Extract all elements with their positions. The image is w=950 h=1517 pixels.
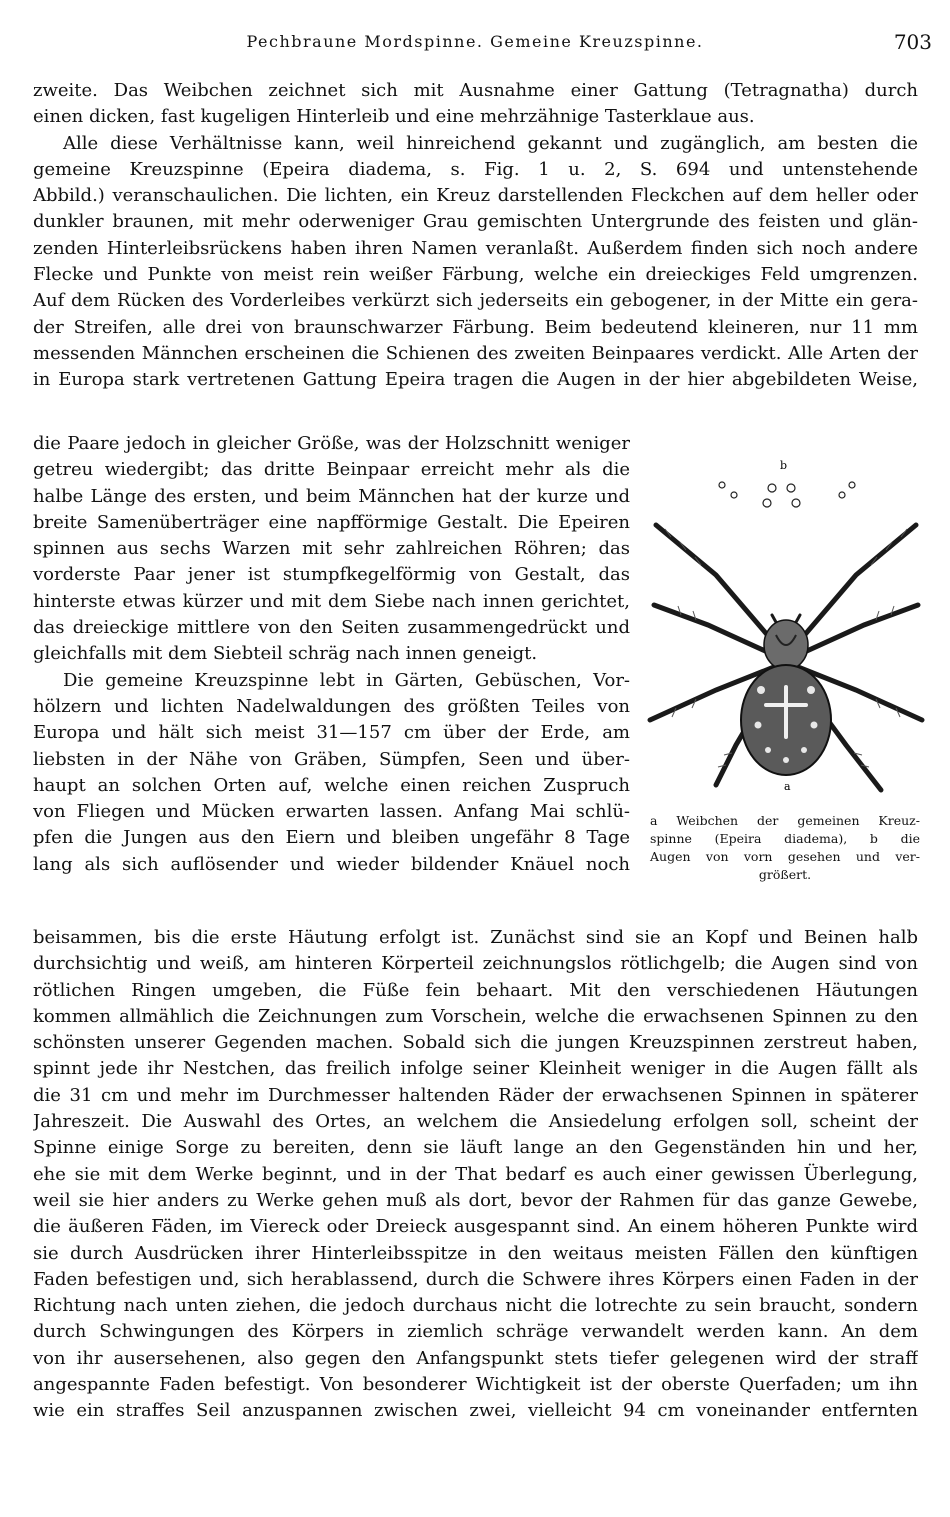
text-line: vorderste Paar jener ist stumpfkegelförmig von Gestalt, das [33,564,630,586]
text-block-beside-figure [33,431,630,878]
running-title: Pechbraune Mordspinne. Gemeine Kreuzspinne. [246,32,704,51]
text-line: kommen allmählich die Zeichnungen zum Vorschein, welche die erwachsenen Spinnen zu den [33,1005,918,1027]
text-line: hölzern und lichten Nadelwaldungen des größten Teiles von [33,695,630,717]
eyes-detail [719,482,855,507]
text-line: haupt an solchen Orten auf, welche einen reichen Zuspruch [33,774,630,796]
text-line: die äußeren Fäden, im Viereck oder Dreieck ausgespannt sind. An einem höheren Punkte wird [33,1216,918,1238]
text-line: gemeine Kreuzspinne (Epeira diadema, s. Fig. 1 u. 2, S. 694 und untenstehende [33,158,918,180]
figure-label-a: a [784,780,791,793]
text-line: gleichfalls mit dem Siebteil schräg nach innen geneigt. [33,643,538,665]
text-line: zweite. Das Weibchen zeichnet sich mit Ausnahme einer Gattung (Tetragnatha) durch [33,80,918,101]
text-line: einen dicken, fast kugeligen Hinterleib und eine mehrzähnige Tasterklaue aus. [33,106,755,128]
text-line: halbe Länge des ersten, und beim Männchen hat der kurze und [33,485,630,507]
text-line: hinterste etwas kürzer und mit dem Siebe nach innen gerichtet, [33,590,630,612]
text-line: Flecke und Punkte von meist rein weißer Färbung, welche ein dreieckiges Feld umgrenzen. [33,264,918,286]
caption-line: a Weibchen der gemeinen Kreuz- [650,813,920,828]
text-line: beisammen, bis die erste Häutung erfolgt ist. Zunächst sind sie an Kopf und Beinen halb [33,927,918,948]
text-line: rötlichen Ringen umgeben, die Füße fein behaart. Mit den verschiedenen Häutungen [33,979,918,1001]
text-line: lang als sich auflösender und wieder bildender Knäuel noch [33,853,630,875]
text-line: pfen die Jungen aus den Eiern und bleiben ungefähr 8 Tage [33,827,630,849]
text-line: die 31 cm und mehr im Durchmesser haltenden Räder der erwachsenen Spinnen in späterer [33,1084,918,1106]
spider-illustration [646,455,926,815]
text-line: ehe sie mit dem Werke beginnt, und in der That bedarf es auch einer gewissen Überlegung, [33,1163,918,1185]
page-number: 703 [893,30,932,54]
caption-line: größert. [758,867,812,882]
figure-label-b: b [780,459,788,472]
text-line: spinnen aus sechs Warzen mit sehr zahlreichen Röhren; das [33,538,630,560]
text-line: der Streifen, alle drei von braunschwarzer Färbung. Beim bedeutend kleineren, nur 11 mm [33,316,918,338]
text-line: wie ein straffes Seil anzuspannen zwischen zwei, vielleicht 94 cm voneinander entfernten [33,1400,918,1422]
text-line: getreu wiedergibt; das dritte Beinpaar erreicht mehr als die [33,459,630,481]
text-line: spinnt jede ihr Nestchen, das freilich infolge seiner Kleinheit weniger in die Augen fällt als [33,1058,918,1080]
text-line: Die gemeine Kreuzspinne lebt in Gärten, Gebüschen, Vor- [63,669,630,691]
text-line: angespannte Faden befestigt. Von besonderer Wichtigkeit ist der oberste Querfaden; um ihn [33,1374,918,1396]
text-line: durchsichtig und weiß, am hinteren Körperteil zeichnungslos rötlichgelb; die Augen sind von [33,953,918,975]
text-line: dunkler braunen, mit mehr oderweniger Grau gemischten Untergrunde des feisten und glän- [33,211,918,233]
spider-figure [646,455,926,815]
text-line: durch Schwingungen des Körpers in ziemlich schräge verwandelt werden kann. An dem [33,1321,918,1343]
text-line: von Fliegen und Mücken erwarten lassen. Anfang Mai schlü- [33,801,630,823]
caption-line: Augen von vorn gesehen und ver- [650,849,920,864]
text-line: breite Samenüberträger eine napfförmige Gestalt. Die Epeiren [33,511,630,533]
text-line: Faden befestigen und, sich herablassend, durch die Schwere ihres Körpers einen Faden in der [33,1268,918,1290]
text-line: Auf dem Rücken des Vorderleibes verkürzt sich jederseits ein gebogener, in der Mitte ein gera- [33,290,918,312]
figure-caption [650,812,920,884]
text-line: Jahreszeit. Die Auswahl des Ortes, an welchem die Ansiedelung erfolgen soll, scheint der [33,1111,918,1133]
text-line: Richtung nach unten ziehen, die jedoch durchaus nicht die lotrechte zu sein braucht, sondern [33,1295,918,1317]
text-line: liebsten in der Nähe von Gräben, Sümpfen, Seen und über- [33,748,630,770]
text-line: zenden Hinterleibsrückens haben ihren Namen veranlaßt. Außerdem finden sich noch andere [33,237,918,259]
text-line: die Paare jedoch in gleicher Größe, was der Holzschnitt weniger [33,433,630,454]
text-block-bottom [33,925,918,1425]
text-block-top [33,78,918,394]
text-line: weil sie hier anders zu Werke gehen muß als dort, bevor der Rahmen für das ganze Gewebe, [33,1189,918,1211]
text-line: Europa und hält sich meist 31—157 cm über der Erde, am [33,722,630,744]
text-line: von ihr ausersehenen, also gegen den Anfangspunkt stets tiefer gelegenen wird der straff [33,1347,918,1369]
text-line: schönsten unserer Gegenden machen. Sobald sich die jungen Kreuzspinnen zerstreut haben, [33,1032,918,1054]
text-line: sie durch Ausdrücken ihrer Hinterleibsspitze in den weitaus meisten Fällen den künftigen [33,1242,918,1264]
text-line: Alle diese Verhältnisse kann, weil hinreichend gekannt und zugänglich, am besten die [63,132,918,154]
caption-line: spinne (Epeira diadema), b die [650,831,920,846]
text-line: das dreieckige mittlere von den Seiten zusammengedrückt und [33,617,630,639]
text-line: in Europa stark vertretenen Gattung Epeira tragen die Augen in der hier abgebildeten Weise, [33,369,918,391]
text-line: Spinne einige Sorge zu bereiten, denn sie läuft lange an den Gegenständen hin und her, [33,1137,918,1159]
text-line: messenden Männchen erscheinen die Schienen des zweiten Beinpaares verdickt. Alle Arten der [33,342,918,364]
text-line: Abbild.) veranschaulichen. Die lichten, ein Kreuz darstellenden Fleckchen auf dem heller oder [33,185,918,207]
